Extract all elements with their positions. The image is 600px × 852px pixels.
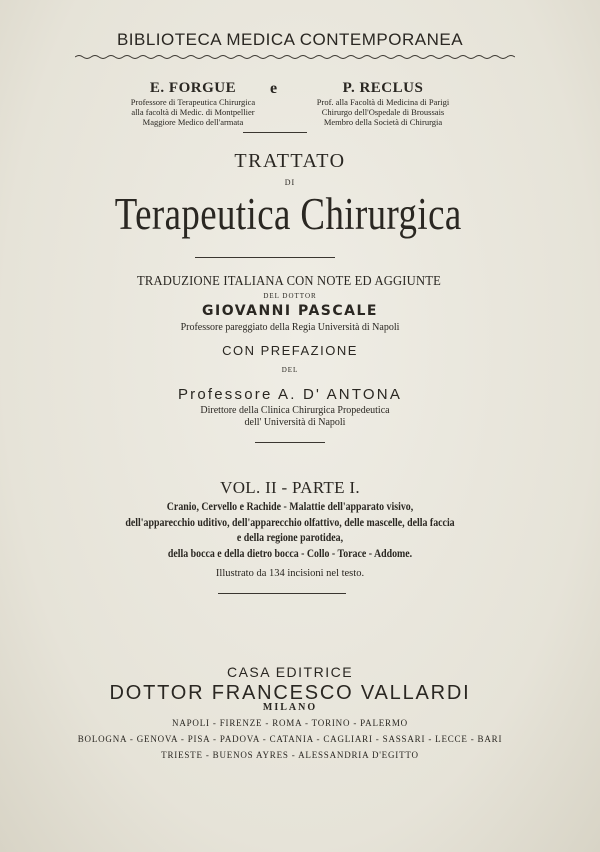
preface-author-credential [0, 405, 595, 429]
author-credential: alla facoltà di Medic. di Montpellier [131, 107, 255, 117]
translation-del-dottor: DEL DOTTOR [263, 292, 317, 300]
author-credential: Chirurgo dell'Ospedale di Broussais [321, 107, 445, 117]
publisher-city: MILANO [262, 702, 318, 713]
contents-line: e della regione parotidea, [236, 532, 344, 544]
branch-cities: BOLOGNA - GENOVA - PISA - PADOVA - CATANIA - CAGLIARI - SASSARI - LECCE - BARI [77, 734, 503, 744]
author-conjunction: e [270, 80, 278, 97]
author-name: E. FORGUE [149, 80, 237, 96]
volume-contents [0, 500, 590, 562]
translator-credential: Professore pareggiato della Regia Università di Napoli [180, 322, 400, 333]
divider [195, 257, 335, 258]
title-di: DI [284, 178, 296, 187]
branch-cities: NAPOLI - FIRENZE - ROMA - TORINO - PALERMO [172, 718, 408, 728]
series-title: BIBLIOTECA MEDICA CONTEMPORANEA [116, 30, 464, 49]
publisher-house: CASA EDITRICE [226, 664, 354, 680]
author-forgue [98, 80, 288, 127]
author-name: P. RECLUS [342, 80, 424, 96]
divider [255, 442, 325, 443]
publisher-name: DOTTOR FRANCESCO VALLARDI [109, 682, 471, 704]
wavy-rule [75, 54, 515, 60]
translator-name: GIOVANNI PASCALE [202, 303, 378, 319]
preface-author: Professore A. D' ANTONA [177, 386, 403, 403]
author-credential: Maggiore Medico dell'armata [142, 117, 244, 127]
preface-del: DEL [281, 366, 299, 374]
author-reclus [288, 80, 478, 127]
contents-line: Cranio, Cervello e Rachide - Malattie dell'apparato visivo, [166, 501, 414, 513]
preface-label: CON PREFAZIONE [222, 343, 358, 358]
branch-cities: TRIESTE - BUENOS AYRES - ALESSANDRIA D'EGITTO [161, 750, 419, 760]
main-title: Terapeutica Chirurgica [114, 189, 462, 239]
volume-label: VOL. II - PARTE I. [220, 478, 360, 497]
title-trattato: TRATTATO [234, 150, 346, 172]
preface-credential-line: dell' Università di Napoli [244, 417, 346, 428]
divider [243, 132, 307, 133]
author-credential: Prof. alla Facoltà di Medicina di Parigi [316, 97, 450, 107]
divider [218, 593, 346, 594]
author-credential: Professore di Terapeutica Chirurgica [130, 97, 256, 107]
translation-line: TRADUZIONE ITALIANA CON NOTE ED AGGIUNTE [136, 274, 442, 289]
illustration-note: Illustrato da 134 incisioni nel testo. [215, 568, 365, 579]
contents-line: della bocca e della dietro bocca - Collo - Torace - Addome. [167, 547, 413, 560]
preface-credential-line: Direttore della Clinica Chirurgica Propedeutica [200, 405, 390, 416]
author-credential: Membro della Società di Chirurgia [323, 117, 443, 127]
contents-line: dell'apparecchio uditivo, dell'apparecchio olfattivo, delle mascelle, della faccia [125, 516, 455, 529]
